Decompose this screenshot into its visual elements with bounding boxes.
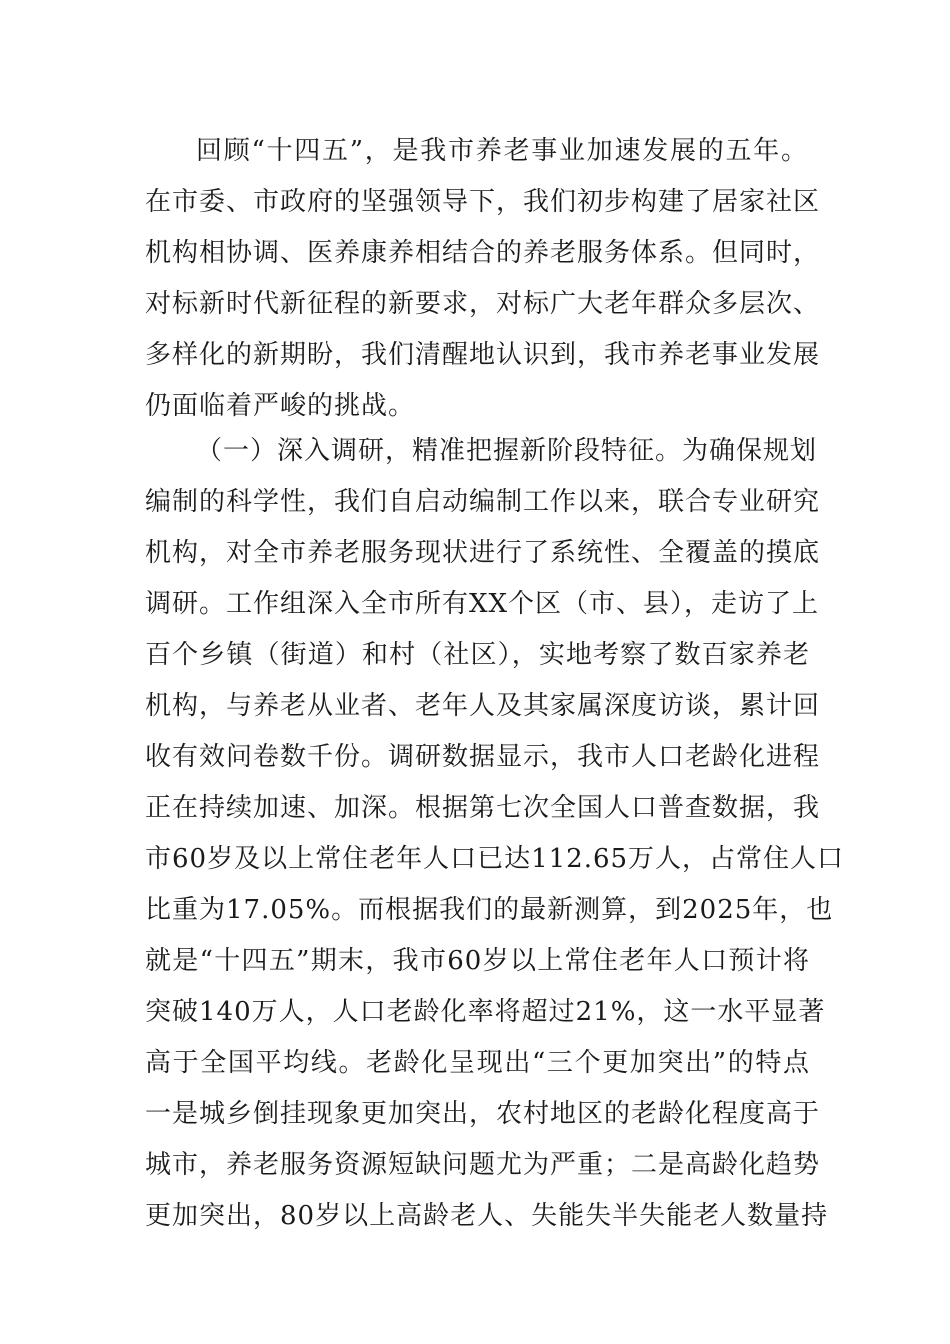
paragraph-line: 调研。工作组深入全市所有XX个区（市、县），走访了上 — [145, 589, 820, 619]
paragraph-line: 城市，养老服务资源短缺问题尤为严重；二是高龄化趋势 — [145, 1150, 821, 1180]
paragraph-line: 机构，与养老从业者、老年人及其家属深度访谈，累计回 — [145, 691, 821, 721]
paragraph-line: 更加突出，80岁以上高龄老人、失能失半失能老人数量持 — [145, 1201, 829, 1231]
paragraph-line: 收有效问卷数千份。调研数据显示，我市人口老龄化进程 — [145, 742, 821, 772]
paragraph-line: 编制的科学性，我们自启动编制工作以来，联合专业研究 — [145, 487, 821, 517]
paragraph-line: 机构相协调、医养康养相结合的养老服务体系。但同时， — [145, 238, 821, 268]
paragraph-line: 百个乡镇（街道）和村（社区），实地考察了数百家养老 — [145, 640, 810, 670]
paragraph-line: 多样化的新期盼，我们清醒地认识到，我市养老事业发展 — [145, 340, 821, 370]
paragraph-line: 高于全国平均线。老龄化呈现出“三个更加突出”的特点 — [145, 1048, 810, 1078]
paragraph-line: 市60岁及以上常住老年人口已达112.65万人，占常住人口 — [145, 844, 845, 874]
paragraph-line: 机构，对全市养老服务现状进行了系统性、全覆盖的摸底 — [145, 538, 821, 568]
paragraph-line: 对标新时代新征程的新要求，对标广大老年群众多层次、 — [145, 289, 821, 319]
paragraph-line: 正在持续加速、加深。根据第七次全国人口普查数据，我 — [145, 793, 821, 823]
paragraph-line: 回顾“十四五”，是我市养老事业加速发展的五年。 — [196, 136, 808, 166]
paragraph-line: 仍面临着严峻的挑战。 — [145, 391, 416, 421]
paragraph-line: 一是城乡倒挂现象更加突出，农村地区的老龄化程度高于 — [145, 1099, 821, 1129]
paragraph-line: 突破140万人，人口老龄化率将超过21%，这一水平显著 — [145, 997, 826, 1027]
paragraph-line: 就是“十四五”期末，我市60岁以上常住老年人口预计将 — [145, 946, 810, 976]
paragraph-line: （一）深入调研，精准把握新阶段特征。为确保规划 — [196, 436, 818, 466]
paragraph-line: 在市委、市政府的坚强领导下，我们初步构建了居家社区 — [145, 187, 821, 217]
paragraph-line: 比重为17.05%。而根据我们的最新测算，到2025年，也 — [145, 895, 834, 925]
